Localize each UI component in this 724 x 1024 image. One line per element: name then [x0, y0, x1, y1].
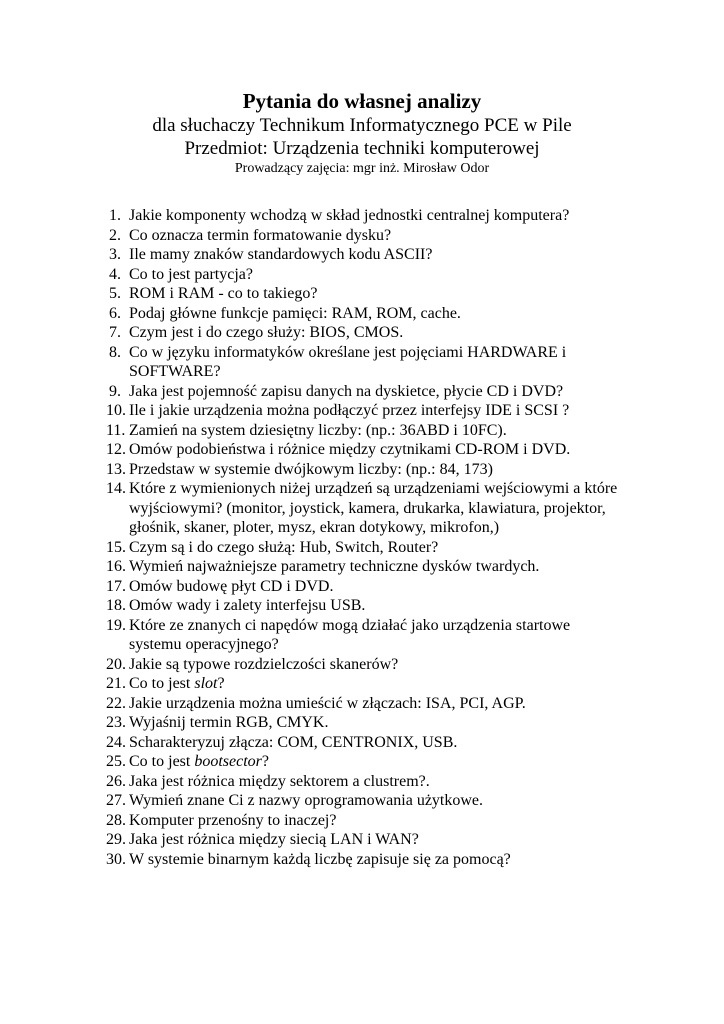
question-item — [106, 226, 626, 246]
question-text — [129, 617, 570, 654]
question-text — [129, 305, 461, 322]
question-text-main: Jaka jest pojemność zapisu danych na dyskietce, płycie CD i DVD? — [129, 382, 564, 400]
question-number: 28. — [106, 811, 126, 829]
question-text-main: Przedstaw w systemie dwójkowym liczby: (np.: 84, 173) — [129, 460, 493, 478]
question-text — [129, 441, 570, 458]
question-item — [106, 245, 626, 265]
question-text-main: Które z wymienionych niżej urządzeń są urządzeniami wejściowymi a które wyjściowymi? (monitor, joystick, kamera, drukarka, klawiatura, projektor, głośnik, skaner, ploter, mysz, ekran dotykowy, mikrofon,) — [129, 480, 618, 536]
question-text-main: Co w języku informatyków określane jest pojęciami HARDWARE i SOFTWARE? — [129, 343, 567, 380]
question-item — [106, 304, 626, 324]
question-text — [129, 402, 569, 419]
question-text-tail: ? — [217, 675, 225, 692]
question-text-main: Jakie komponenty wchodzą w skład jednostki centralnej komputera? — [129, 207, 570, 224]
question-text-main: Jaka jest różnica między siecią LAN i WAN? — [129, 831, 419, 848]
question-text-main: Czym jest i do czego służy: BIOS, CMOS. — [129, 324, 404, 341]
question-text — [129, 773, 430, 790]
question-item — [106, 284, 626, 304]
question-item — [106, 538, 626, 558]
question-text — [129, 675, 225, 692]
question-text — [129, 266, 253, 283]
question-number: 14. — [106, 480, 126, 497]
question-item — [106, 616, 626, 655]
question-item — [106, 557, 626, 577]
question-list — [106, 206, 626, 869]
question-item — [106, 694, 626, 714]
question-text — [129, 753, 269, 770]
audience-line: dla słuchaczy Technikum Informatycznego PCE w Pile — [152, 115, 572, 136]
question-number: 4. — [109, 265, 121, 283]
question-text-main: Wymień znane Ci z nazwy oprogramowania użytkowe. — [129, 792, 484, 809]
question-text-main: Omów wady i zalety interfejsu USB. — [129, 597, 366, 614]
question-number: 6. — [109, 304, 121, 322]
question-text — [129, 227, 391, 244]
question-text — [129, 207, 569, 224]
question-item — [106, 674, 626, 694]
question-number: 7. — [109, 324, 121, 341]
question-text-main: Omów podobieństwa i różnice między czytnikami CD-ROM i DVD. — [129, 441, 571, 458]
question-term: bootsector — [194, 753, 262, 770]
question-text — [129, 851, 511, 868]
question-item — [106, 460, 626, 480]
question-text-main: Ile i jakie urządzenia można podłączyć przez interfejsy IDE i SCSI ? — [129, 402, 570, 419]
question-text-main: Wyjaśnij termin RGB, CMYK. — [129, 714, 329, 731]
question-item — [106, 655, 626, 675]
question-text — [129, 324, 403, 341]
question-item — [106, 479, 626, 538]
question-item — [106, 830, 626, 850]
question-text — [129, 734, 457, 751]
question-text — [129, 792, 483, 809]
question-number: 5. — [109, 285, 121, 302]
question-text-main: Co to jest partycja? — [129, 265, 253, 283]
question-text — [129, 422, 507, 439]
question-item — [106, 577, 626, 597]
question-number: 2. — [109, 226, 121, 244]
question-item — [106, 596, 626, 616]
question-item — [106, 752, 626, 772]
question-text — [129, 831, 419, 848]
question-number: 11. — [106, 421, 126, 439]
question-text-main: Co to jest — [129, 675, 195, 692]
question-item — [106, 206, 626, 226]
question-text — [129, 344, 566, 381]
question-number: 1. — [109, 207, 121, 224]
question-number: 20. — [106, 655, 126, 673]
question-number: 9. — [109, 382, 121, 400]
question-number: 18. — [106, 597, 126, 614]
question-text-main: Które ze znanych ci napędów mogą działać jako urządzenia startowe systemu operacyjnego? — [129, 616, 571, 653]
question-number: 29. — [106, 831, 126, 848]
question-text — [129, 480, 617, 536]
question-text — [129, 714, 328, 731]
subject-line: Przedmiot: Urządzenia techniki komputerowej — [184, 138, 540, 159]
question-text — [129, 656, 398, 673]
question-number: 3. — [109, 246, 121, 263]
question-item — [106, 343, 626, 382]
lecturer-line: Prowadzący zajęcia: mgr inż. Mirosław Odor — [234, 161, 490, 176]
question-text — [129, 246, 432, 263]
question-number: 27. — [106, 792, 126, 809]
document-title: Pytania do własnej analizy — [242, 89, 482, 113]
question-text-main: Wymień najważniejsze parametry techniczne dysków twardych. — [129, 558, 540, 575]
question-number: 26. — [106, 772, 126, 790]
question-item — [106, 382, 626, 402]
question-number: 21. — [106, 675, 126, 692]
question-number: 23. — [106, 714, 126, 731]
question-text — [129, 812, 336, 829]
question-text-main: Jaka jest różnica między sektorem a clustrem?. — [129, 772, 430, 790]
question-text-main: Czym są i do czego służą: Hub, Switch, Router? — [129, 538, 439, 556]
question-text — [129, 578, 333, 595]
question-text-main: Omów budowę płyt CD i DVD. — [129, 577, 334, 595]
question-number: 15. — [106, 538, 126, 556]
question-text-main: W systemie binarnym każdą liczbę zapisuje się za pomocą? — [129, 850, 511, 868]
question-number: 19. — [106, 616, 126, 634]
question-item — [106, 850, 626, 870]
question-number: 22. — [106, 694, 126, 712]
question-text-main: Zamień na system dziesiętny liczby: (np.: 36ABD i 10FC). — [129, 421, 507, 439]
question-text — [129, 539, 438, 556]
question-item — [106, 401, 626, 421]
question-text-main: Scharakteryzuj złącza: COM, CENTRONIX, USB. — [129, 733, 458, 751]
question-item — [106, 791, 626, 811]
question-text-main: Ile mamy znaków standardowych kodu ASCII? — [129, 246, 433, 263]
question-number: 12. — [106, 441, 126, 458]
question-term: slot — [194, 675, 218, 692]
question-item — [106, 811, 626, 831]
question-item — [106, 323, 626, 343]
question-item — [106, 265, 626, 285]
question-number: 17. — [106, 577, 126, 595]
question-text-main: Jakie urządzenia można umieścić w złączach: ISA, PCI, AGP. — [129, 694, 526, 712]
question-text — [129, 597, 365, 614]
question-number: 25. — [106, 753, 126, 770]
question-text — [129, 558, 539, 575]
question-text-main: ROM i RAM - co to takiego? — [129, 285, 318, 302]
question-text — [129, 383, 563, 400]
question-text — [129, 461, 493, 478]
question-number: 24. — [106, 733, 126, 751]
question-item — [106, 772, 626, 792]
question-item — [106, 733, 626, 753]
question-text — [129, 695, 526, 712]
question-text-main: Jakie są typowe rozdzielczości skanerów? — [129, 655, 399, 673]
question-text-main: Komputer przenośny to inaczej? — [129, 811, 337, 829]
question-number: 13. — [106, 460, 126, 478]
question-text — [129, 285, 317, 302]
question-number: 30. — [106, 850, 126, 868]
question-item — [106, 421, 626, 441]
question-text-main: Co oznacza termin formatowanie dysku? — [129, 226, 392, 244]
question-number: 8. — [109, 343, 121, 361]
question-text-tail: ? — [261, 753, 269, 770]
question-number: 10. — [106, 402, 126, 419]
question-text-main: Podaj główne funkcje pamięci: RAM, ROM, cache. — [129, 304, 461, 322]
question-text-main: Co to jest — [129, 753, 195, 770]
question-item — [106, 713, 626, 733]
question-number: 16. — [106, 558, 126, 575]
question-item — [106, 440, 626, 460]
document-header — [0, 88, 724, 178]
